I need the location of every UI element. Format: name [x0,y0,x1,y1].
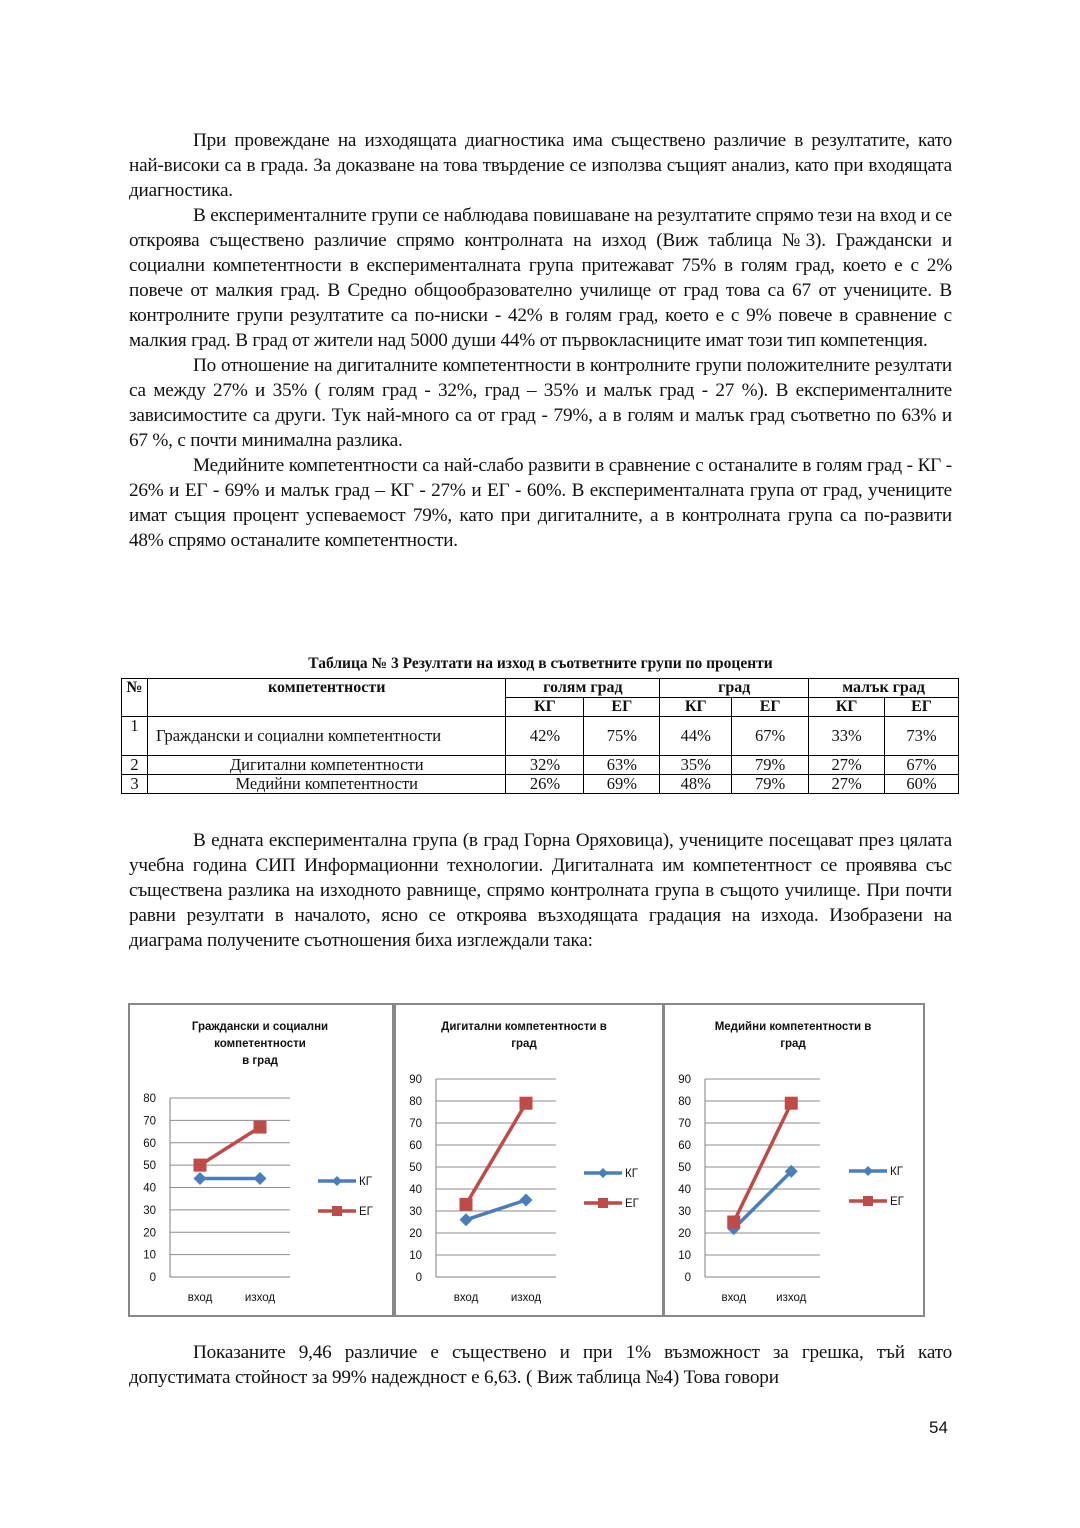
y-tick-label: 20 [409,1228,422,1240]
cell-value: 60% [885,775,959,794]
cell-value: 32% [506,756,584,775]
chart-svg-digital [396,1005,662,1315]
y-tick-label: 50 [409,1162,422,1174]
chart-svg-civic-social [130,1005,392,1315]
chart-title-line: Медийни компетентности в [714,1021,872,1033]
paragraph-2: В експерименталните групи се наблюдава повишаване на резултатите спрямо тези на вход и се откроява съществено различие спрямо контролната на изход (Виж таблица №3). Граждански и социални компетентности в експерименталната група притежават 75% в голям град, което е с 2% повече от малкия град. В Средно общообразователно училище от град това са 67 от учениците. В контролните групи резултатите са по-ниски - 42% в голям град, което е с 9% повече в сравнение с малкия град. В град от жители над 5000 души 44% от първокласниците имат този тип компетенция. [129,205,952,351]
y-tick-label: 50 [143,1160,156,1173]
y-tick-label: 0 [415,1272,422,1284]
legend-marker-kg [598,1168,608,1178]
row-competence: Дигитални компетентности [147,756,506,775]
cell-value: 79% [732,775,809,794]
chart-title-line: Дигитални компетентности в [441,1021,607,1033]
series-line-eg [200,1127,260,1165]
row-num: 1 [122,717,148,756]
legend-marker-eg [863,1196,873,1206]
legend-marker-kg [863,1166,873,1176]
legend-label-kg: КГ [890,1166,903,1178]
header-group-small-city: малък град [809,679,959,698]
data-point-kg [194,1172,207,1185]
subheader-kg: КГ [809,698,885,717]
data-point-eg [785,1097,798,1110]
y-tick-label: 30 [678,1206,691,1218]
chart-digital [394,1003,664,1317]
chart-title-line: в град [242,1055,278,1067]
data-point-kg [254,1172,267,1185]
table-row [122,756,959,775]
x-tick-label: вход [187,1292,213,1304]
text-block-middle [129,828,952,953]
data-point-eg [460,1198,473,1211]
x-tick-label: изход [510,1292,542,1304]
table-row [122,775,959,794]
legend-marker-eg [598,1198,608,1208]
legend-label-eg: ЕГ [625,1198,639,1210]
row-competence: Граждански и социални компетентности [147,717,506,756]
chart-title-line: град [511,1038,537,1050]
row-num: 3 [122,775,148,794]
y-tick-label: 10 [409,1250,422,1262]
text-block-bottom [129,1340,952,1390]
legend-marker-kg [332,1176,342,1186]
header-group-city: град [660,679,809,698]
y-tick-label: 0 [149,1272,156,1284]
y-tick-label: 20 [678,1228,691,1240]
series-line-kg [466,1200,526,1220]
paragraph-4: Медийните компетентности са най-слабо развити в сравнение с останалите в голям град - КГ - 26% и ЕГ - 69% и малък град – КГ - 27% и ЕГ - 60%. В експерименталната група от град, учениците имат същия процент успеваемост 79%, като при дигиталните, а в контролната група са по-развити 48% спрямо останалите компетентности. [129,455,952,551]
y-tick-label: 80 [143,1093,156,1105]
legend-label-eg: ЕГ [890,1196,904,1208]
charts-row [128,1003,928,1315]
results-table [121,678,959,794]
cell-value: 69% [584,775,660,794]
x-tick-label: изход [776,1292,807,1304]
chart-title-line: град [780,1038,806,1050]
chart-media [663,1003,925,1317]
y-tick-label: 90 [678,1074,691,1086]
cell-value: 27% [809,775,885,794]
y-tick-label: 50 [678,1162,691,1174]
y-tick-label: 60 [678,1140,691,1152]
chart-title-line: Граждански и социални [191,1021,329,1033]
text-block-top [129,128,952,553]
y-tick-label: 10 [678,1250,691,1262]
data-point-eg [194,1159,207,1172]
x-tick-label: вход [453,1292,479,1304]
subheader-kg: КГ [660,698,732,717]
x-tick-label: изход [244,1292,276,1304]
y-tick-label: 80 [678,1096,691,1108]
page-number: 54 [929,1418,948,1437]
y-tick-label: 80 [409,1096,422,1108]
y-tick-label: 40 [143,1182,156,1195]
cell-value: 27% [809,756,885,775]
chart-civic-social [128,1003,394,1317]
cell-value: 35% [660,756,732,775]
cell-value: 67% [732,717,809,756]
cell-value: 48% [660,775,732,794]
row-competence: Медийни компетентности [147,775,506,794]
subheader-kg: КГ [506,698,584,717]
table-header-row [122,679,959,698]
series-line-eg [734,1103,792,1222]
chart-title-line: компетентности [214,1038,306,1050]
legend-label-kg: КГ [359,1176,372,1188]
legend-label-kg: КГ [625,1168,638,1180]
chart-svg-media [665,1005,923,1315]
data-point-eg [727,1216,740,1229]
y-tick-label: 70 [143,1115,156,1128]
cell-value: 75% [584,717,660,756]
header-group-large-city: голям град [506,679,660,698]
legend-marker-eg [332,1206,342,1216]
y-tick-label: 30 [143,1204,156,1217]
y-tick-label: 60 [409,1140,422,1152]
row-num: 2 [122,756,148,775]
table-caption: Таблица № 3 Резултати на изход в съответните групи по проценти [308,655,773,672]
paragraph-5: В едната експериментална група (в град Горна Оряховица), учениците посещават през цялата учебна година СИП Информационни технологии. Дигиталната им компетентност се проявява със съществена разлика на изходното равнище, спрямо контролната група в същото училище. При почти равни резултати в началото, ясно се откроява възходящата градация на изхода. Изобразени на диаграма получените съотношения биха изглеждали така: [129,830,952,951]
legend-label-eg: ЕГ [359,1206,373,1218]
cell-value: 44% [660,717,732,756]
data-point-eg [520,1097,533,1110]
data-point-kg [520,1194,533,1207]
table-row [122,717,959,756]
y-tick-label: 60 [143,1137,156,1150]
subheader-eg: ЕГ [584,698,660,717]
cell-value: 33% [809,717,885,756]
y-tick-label: 70 [409,1118,422,1130]
document-page [126,128,952,1437]
paragraph-3: По отношение на дигиталните компетентности в контролните групи положителните резултати са между 27% и 35% ( голям град - 32%, град – 35% и малък град - 27 %). В експерименталните зависимостите са други. Тук най-много са от град - 79%, а в голям и малък град съответно по 63% и 67 %, с почти минимална разлика. [129,355,952,451]
y-tick-label: 20 [143,1227,156,1240]
paragraph-6: Показаните 9,46 различие е съществено и при 1% възможност за грешка, тъй като допустимата стойност за 99% надеждност е 6,63. ( Виж таблица №4) Това говори [129,1342,952,1388]
y-tick-label: 30 [409,1206,422,1218]
y-tick-label: 0 [684,1272,691,1284]
subheader-eg: ЕГ [885,698,959,717]
data-point-eg [254,1121,267,1134]
header-competences: компетентности [147,679,506,717]
y-tick-label: 70 [678,1118,691,1130]
x-tick-label: вход [721,1292,747,1304]
cell-value: 79% [732,756,809,775]
subheader-eg: ЕГ [732,698,809,717]
y-tick-label: 40 [409,1184,422,1196]
y-tick-label: 10 [143,1249,156,1262]
cell-value: 26% [506,775,584,794]
cell-value: 73% [885,717,959,756]
header-num: № [122,679,148,717]
paragraph-1: При провеждане на изходящата диагностика има съществено различие в резултатите, като най-високи са в града. За доказване на това твърдение се използва същият анализ, като при входящата диагностика. [129,130,952,201]
cell-value: 42% [506,717,584,756]
y-tick-label: 90 [409,1074,422,1086]
data-point-kg [460,1213,473,1226]
cell-value: 67% [885,756,959,775]
series-line-kg [734,1171,792,1228]
cell-value: 63% [584,756,660,775]
y-tick-label: 40 [678,1184,691,1196]
